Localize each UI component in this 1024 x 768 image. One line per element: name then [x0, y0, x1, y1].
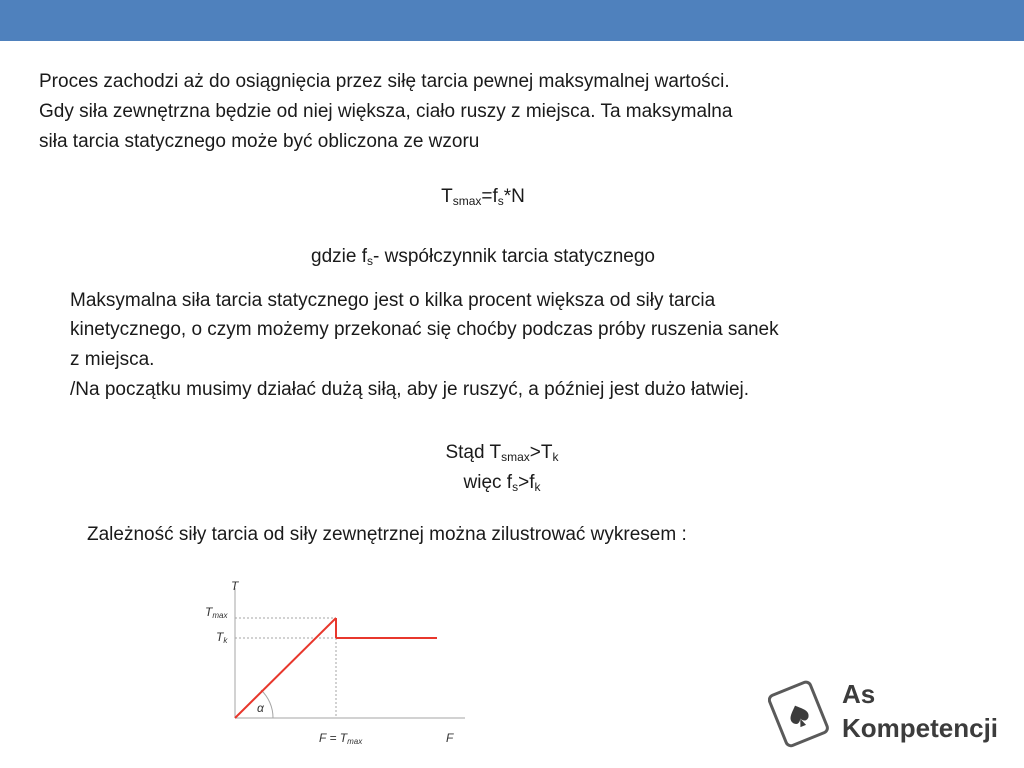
- logo-word-1: As: [842, 679, 876, 709]
- logo-card-icon: [768, 681, 829, 748]
- intro-line-2: Gdy siła zewnętrzna będzie od niej większa, ciało ruszy z miejsca. Ta maksymalna: [39, 101, 733, 122]
- intro-line-3: siła tarcia statycznego może być obliczona ze wzoru: [39, 131, 480, 152]
- y-axis-label: T: [231, 579, 239, 593]
- tick-fmax: F = Tmax: [319, 731, 363, 746]
- para-line-1: Maksymalna siła tarcia statycznego jest o kilka procent większa od siły tarcia: [70, 290, 716, 311]
- intro-line-1: Proces zachodzi aż do osiągnięcia przez siłę tarcia pewnej maksymalnej wartości.: [39, 71, 730, 92]
- formula: $T_{smax}=f_s*N$: [441, 186, 525, 208]
- static-segment: [235, 618, 336, 718]
- conclusion-1: Stąd $T_{smax}>T_k$: [445, 442, 559, 464]
- tick-tmax: Tmax: [205, 605, 228, 620]
- x-axis-label: F: [446, 731, 454, 745]
- para-line-2: kinetycznego, o czym możemy przekonać się choćby podczas próby ruszenia sanek: [70, 319, 779, 340]
- conclusion-2: więc $f_s>f_k$: [463, 472, 541, 494]
- formula-explanation: gdzie $f_s-$ współczynnik tarcia statycznego: [311, 246, 655, 268]
- chart-caption: Zależność siły tarcia od siły zewnętrznej można zilustrować wykresem :: [87, 524, 687, 545]
- para-line-3: z miejsca.: [70, 349, 155, 370]
- logo-word-2: Kompetencji: [842, 713, 999, 743]
- friction-graph: [195, 570, 470, 750]
- para-line-4: /Na początku musimy działać dużą siłą, aby je ruszyć, a później jest dużo łatwiej.: [70, 379, 750, 400]
- logo: [768, 675, 1008, 755]
- tick-tk: Tk: [216, 630, 228, 645]
- title-bar: [0, 0, 1024, 41]
- angle-label: α: [257, 701, 264, 715]
